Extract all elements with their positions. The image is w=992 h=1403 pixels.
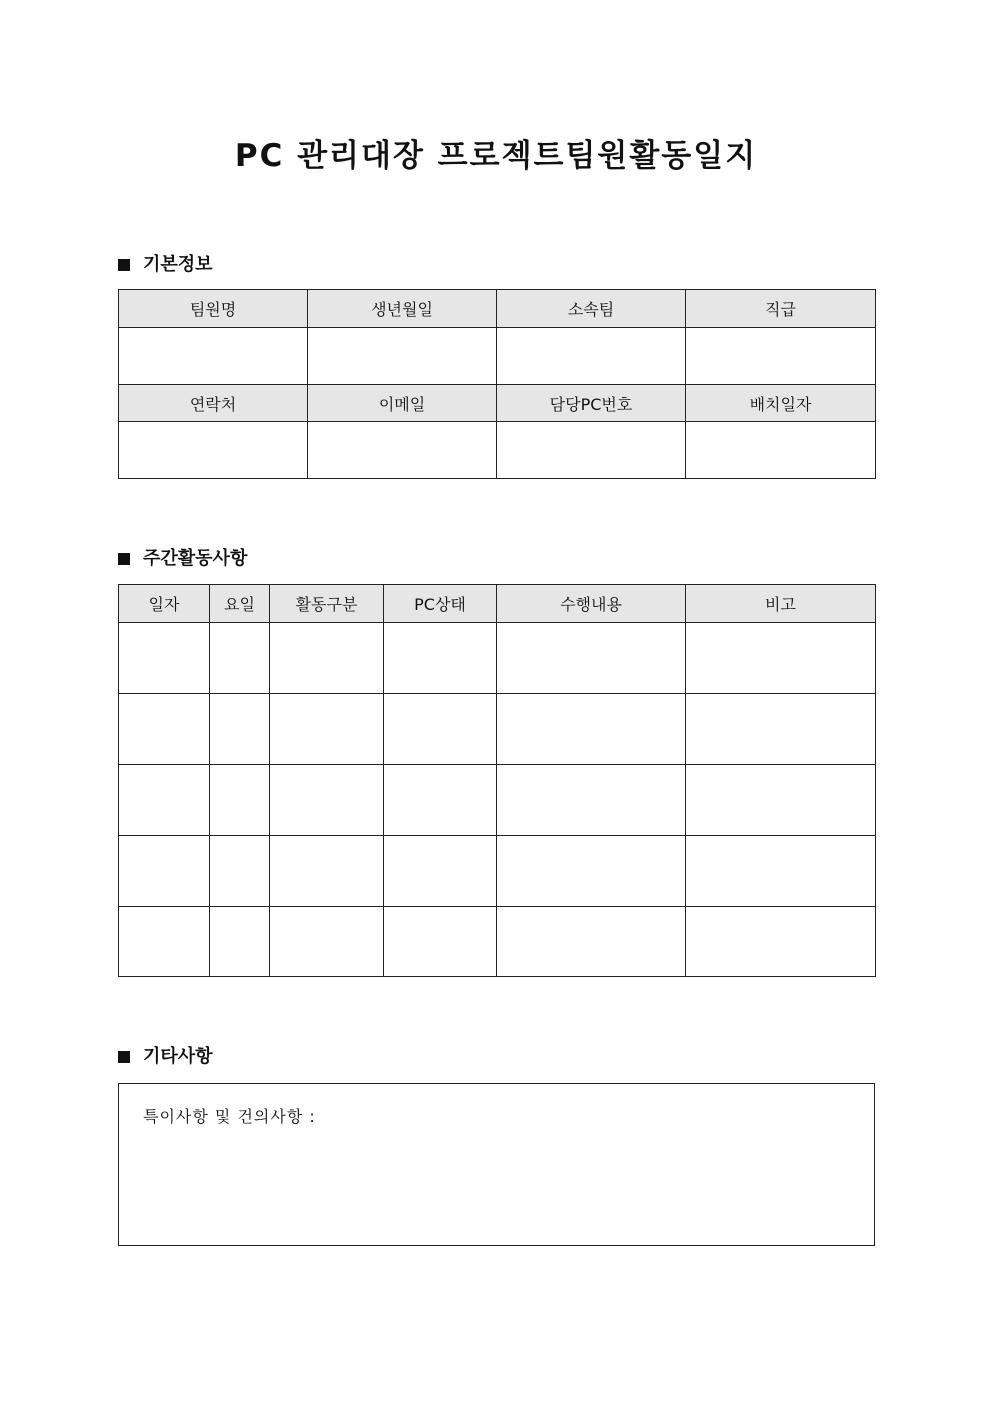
date-cell[interactable] — [119, 836, 210, 907]
basic-info-input-row-2 — [119, 422, 876, 479]
section-heading-weekly — [118, 548, 247, 570]
activity-type-cell[interactable] — [270, 907, 384, 977]
header-cell-birthdate: 생년월일 — [308, 290, 497, 328]
header-cell-email: 이메일 — [308, 385, 497, 422]
section-heading-other — [118, 1046, 213, 1068]
square-bullet-icon — [118, 259, 130, 271]
square-bullet-icon — [118, 1051, 130, 1063]
page-title: PC 관리대장 프로젝트팀원활동일지 — [234, 138, 758, 174]
square-bullet-icon — [118, 553, 130, 565]
assign-date-field[interactable] — [686, 422, 876, 479]
basic-info-input-row — [119, 328, 876, 385]
work-content-cell[interactable] — [497, 623, 686, 694]
day-cell[interactable] — [210, 765, 270, 836]
notes-label: 특이사항 및 건의사항 : — [143, 1107, 316, 1126]
header-cell-work-content: 수행내용 — [497, 585, 686, 623]
section-title: 주간활동사항 — [143, 548, 248, 569]
remarks-cell[interactable] — [686, 765, 876, 836]
activity-type-cell[interactable] — [270, 623, 384, 694]
table-row — [119, 765, 876, 836]
header-cell-position: 직급 — [686, 290, 876, 328]
day-cell[interactable] — [210, 694, 270, 765]
section-heading-basic-info — [118, 254, 213, 276]
work-content-cell[interactable] — [497, 836, 686, 907]
name-field[interactable] — [119, 328, 308, 385]
work-content-cell[interactable] — [497, 907, 686, 977]
table-row — [119, 836, 876, 907]
activity-type-cell[interactable] — [270, 694, 384, 765]
weekly-header-row — [119, 585, 876, 623]
table-row — [119, 907, 876, 977]
basic-info-table — [118, 289, 876, 479]
team-field[interactable] — [497, 328, 686, 385]
header-cell-name: 팀원명 — [119, 290, 308, 328]
contact-field[interactable] — [119, 422, 308, 479]
basic-info-header-row — [119, 290, 876, 328]
header-cell-date: 일자 — [119, 585, 210, 623]
day-cell[interactable] — [210, 907, 270, 977]
date-cell[interactable] — [119, 907, 210, 977]
birthdate-field[interactable] — [308, 328, 497, 385]
position-field[interactable] — [686, 328, 876, 385]
weekly-activity-table — [118, 584, 876, 977]
pc-status-cell[interactable] — [384, 765, 497, 836]
date-cell[interactable] — [119, 765, 210, 836]
header-cell-day: 요일 — [210, 585, 270, 623]
table-row — [119, 623, 876, 694]
table-row — [119, 694, 876, 765]
header-cell-activity-type: 활동구분 — [270, 585, 384, 623]
date-cell[interactable] — [119, 694, 210, 765]
header-cell-contact: 연락처 — [119, 385, 308, 422]
basic-info-header-row-2 — [119, 385, 876, 422]
notes-textarea[interactable] — [118, 1083, 875, 1246]
header-cell-assign-date: 배치일자 — [686, 385, 876, 422]
day-cell[interactable] — [210, 836, 270, 907]
activity-type-cell[interactable] — [270, 836, 384, 907]
pc-number-field[interactable] — [497, 422, 686, 479]
day-cell[interactable] — [210, 623, 270, 694]
section-title: 기타사항 — [143, 1046, 213, 1067]
header-cell-team: 소속팀 — [497, 290, 686, 328]
activity-type-cell[interactable] — [270, 765, 384, 836]
pc-status-cell[interactable] — [384, 623, 497, 694]
work-content-cell[interactable] — [497, 694, 686, 765]
header-cell-pc-number: 담당PC번호 — [497, 385, 686, 422]
work-content-cell[interactable] — [497, 765, 686, 836]
pc-status-cell[interactable] — [384, 836, 497, 907]
remarks-cell[interactable] — [686, 836, 876, 907]
remarks-cell[interactable] — [686, 623, 876, 694]
header-cell-pc-status: PC상태 — [384, 585, 497, 623]
remarks-cell[interactable] — [686, 907, 876, 977]
email-field[interactable] — [308, 422, 497, 479]
pc-status-cell[interactable] — [384, 907, 497, 977]
pc-status-cell[interactable] — [384, 694, 497, 765]
date-cell[interactable] — [119, 623, 210, 694]
section-title: 기본정보 — [143, 254, 213, 275]
remarks-cell[interactable] — [686, 694, 876, 765]
header-cell-remarks: 비고 — [686, 585, 876, 623]
